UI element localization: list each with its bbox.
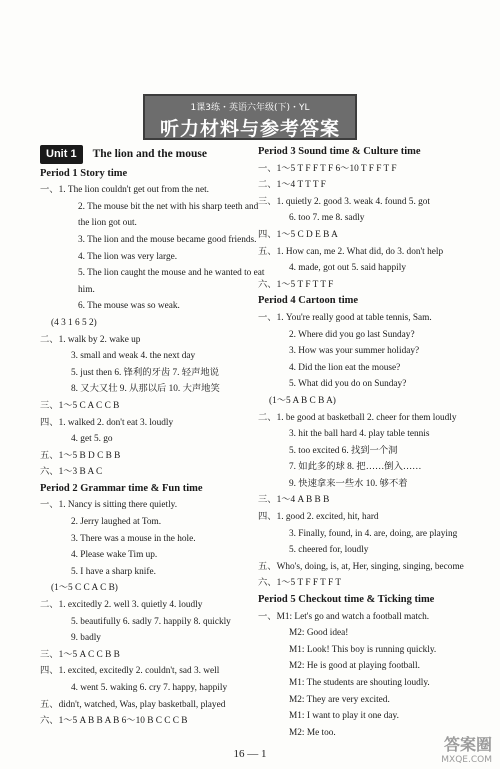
answer-line: 三、1～5 C A C C B [40,400,120,411]
answer-line: 3. hit the ball hard 4. play table tennis [289,429,430,440]
section-banner [143,94,357,140]
answer-line: 4. get 5. go [71,434,113,445]
answer-line: 二、1. excitedly 2. well 3. quietly 4. loudly [40,600,203,611]
period-heading: Period 4 Cartoon time [258,295,359,307]
answer-line: 一、1. You're really good at table tennis, Sam. [258,312,432,323]
answer-line: 一、1. The lion couldn't get out from the net. [40,185,209,196]
watermark-line1: 答案圈 [443,735,492,754]
answer-line: 三、1. quietly 2. good 3. weak 4. found 5. got [258,196,430,207]
answer-line: (4 3 1 6 5 2) [51,317,97,328]
answer-line: 5. What did you do on Sunday? [289,379,407,390]
answer-line: 二、1. walk by 2. wake up [40,334,141,345]
answer-line: M2: Good idea! [289,628,349,639]
answer-line: 5. The lion caught the mouse and he wanted to eat [78,268,265,279]
answer-line: M1: Look! This boy is running quickly. [289,644,437,655]
left-answer-lines [40,166,265,730]
answer-line: 四、1～5 C D E B A [258,229,338,240]
answer-line: M1: I want to play it one day. [289,711,399,722]
answer-line: 5. too excited 6. 找到一个洞 [289,445,398,456]
period-heading: Period 1 Story time [40,167,128,179]
answer-line: 六、1～5 T F T T F [258,279,334,290]
watermark-line2: MXQE.COM [441,755,492,765]
answer-line: 六、1～5 T F F T F T [258,578,342,589]
answer-line: 3. The lion and the mouse became good friends. [78,234,257,245]
answer-line: 2. Jerry laughed at Tom. [71,517,162,528]
answer-line: (1～5 C C A C B) [51,583,118,594]
answer-line: 二、1. be good at basketball 2. cheer for them loudly [258,412,457,423]
answer-line: 9. badly [71,633,101,644]
answer-line: 二、1～4 T T T F [258,180,326,191]
answer-line: 六、1～3 B A C [40,467,103,478]
answer-line: 7. 如此多的球 8. 把……倒入…… [289,462,422,473]
answer-line: 一、1. Nancy is sitting there quietly. [40,500,178,511]
answer-line: 四、1. excited, excitedly 2. couldn't, sad 3. well [40,666,220,677]
answer-line: 5. just then 6. 锋利的牙齿 7. 轻声地说 [71,367,219,378]
answer-line: the lion got out. [78,218,137,229]
period-heading: Period 2 Grammar time & Fun time [40,482,203,494]
answer-line: him. [78,284,95,295]
answer-line: 4. made, got out 5. said happily [289,263,406,274]
answer-line: 3. Finally, found, in 4. are, doing, are playing [289,528,458,539]
answer-line: 8. 又大又壮 9. 从那以后 10. 大声地笑 [71,384,220,395]
answer-line: 3. There was a mouse in the hole. [71,533,196,544]
answer-line: M1: The students are shouting loudly. [289,678,430,688]
answer-line: (1～5 A B C B A) [269,395,336,406]
answer-line: 五、Who's, doing, is, at, Her, singing, singing, become [258,561,464,572]
answer-line: M2: He is good at playing football. [289,661,420,672]
banner-subtitle: 1课3练・英语六年级(下)・YL [190,103,310,113]
unit-tag: Unit 1 [40,145,83,164]
answer-line: 3. small and weak 4. the next day [71,351,196,362]
answer-line: 5. cheered for, loudly [289,545,369,556]
left-column [40,144,265,730]
period-heading: Period 3 Sound time & Culture time [258,146,421,157]
answer-line: 6. The mouse was so weak. [78,301,180,312]
answer-line: 一、M1: Let's go and watch a football match. [258,611,430,622]
page-number: 16 — 1 [233,748,267,760]
answer-line: 3. How was your summer holiday? [289,346,420,357]
answer-line: 一、1～5 T F F T F 6～10 T F F T F [258,163,397,174]
answer-line: M2: Me too. [289,727,336,738]
answer-line: 六、1～5 A B B A B 6～10 B C C C B [40,716,188,727]
answer-line: 四、1. good 2. excited, hit, hard [258,512,379,523]
answer-line: 4. went 5. waking 6. cry 7. happy, happily [71,683,228,693]
unit-title: The lion and the mouse [92,148,207,160]
answer-line: 五、didn't, watched, Was, play basketball, played [40,699,226,710]
answer-line: 四、1. walked 2. don't eat 3. loudly [40,417,174,428]
answer-line: 5. beautifully 6. sadly 7. happily 8. quickly [71,616,231,627]
answer-line: 4. The lion was very large. [78,251,178,262]
answer-line: 五、1. How can, me 2. What did, do 3. don't help [258,246,444,257]
answer-line: 三、1～5 A C C B B [40,649,120,660]
banner-title: 听力材料与参考答案 [159,118,340,140]
answer-line: 三、1～4 A B B B [258,495,330,506]
answer-line: 6. too 7. me 8. sadly [289,213,365,224]
answer-line: M2: They are very excited. [289,694,390,705]
answer-line: 2. Where did you go last Sunday? [289,329,415,340]
right-answer-lines [258,144,463,741]
answer-line: 五、1～5 B D C B B [40,450,121,461]
answer-line: 2. The mouse bit the net with his sharp teeth and [78,201,259,212]
answer-line: 5. I have a sharp knife. [71,566,156,577]
right-column [258,144,463,741]
answer-line: 9. 快速拿来一些水 10. 够不着 [289,478,408,489]
answer-line: 4. Did the lion eat the mouse? [289,362,401,373]
unit-heading [40,145,255,164]
answer-line: 4. Please wake Tim up. [71,550,158,561]
period-heading: Period 5 Checkout time & Ticking time [258,594,435,606]
watermark [441,732,492,765]
